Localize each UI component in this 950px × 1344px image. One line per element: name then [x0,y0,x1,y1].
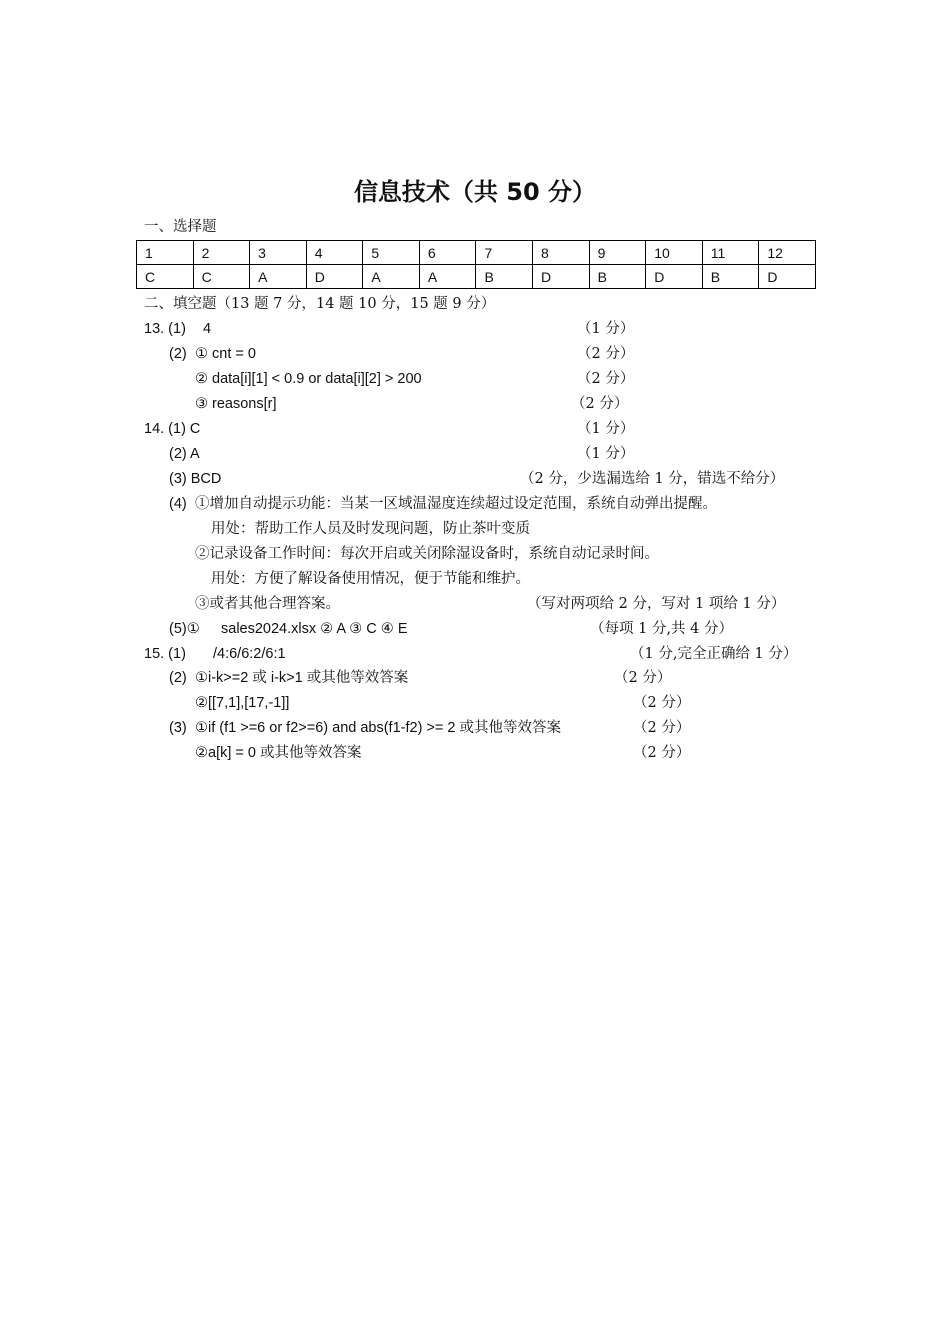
table-cell: 8 [533,241,590,265]
section1-heading: 一、选择题 [144,219,217,235]
score-note: （2 分） [577,346,635,362]
answer-label: 14. (1) C [144,421,201,437]
score-note: （1 分,完全正确给 1 分） [630,646,798,662]
answer-label: 15. (1) [144,646,186,662]
answer-label: (3) BCD [169,471,222,487]
table-cell: 10 [646,241,703,265]
table-row-numbers [137,241,816,265]
score-note: （每项 1 分,共 4 分） [590,621,733,637]
answer-label: (2) [169,346,187,362]
score-note: （2 分） [614,670,672,686]
answer-text: /4:6/6:2/6:1 [213,646,286,662]
table-cell: 11 [702,241,759,265]
answer-text: ②[[7,1],[17,-1]] [195,695,290,711]
table-cell: 9 [589,241,646,265]
table-cell: D [306,265,363,289]
answer-text: ②记录设备工作时间：每次开启或关闭除湿设备时，系统自动记录时间。 [195,546,659,562]
table-cell: 3 [250,241,307,265]
score-note: （2 分） [633,695,691,711]
answer-text: 4 [203,321,212,337]
answer-text: ③或者其他合理答案。 [195,596,340,612]
answer-text: ②a[k] = 0 或其他等效答案 [195,745,362,761]
table-cell: B [702,265,759,289]
table-cell: C [193,265,250,289]
table-cell: 1 [137,241,194,265]
answer-table [136,240,816,289]
answer-label: (5)① [169,621,200,637]
answer-label: (2) [169,670,187,686]
score-note: （1 分） [577,421,635,437]
table-cell: 7 [476,241,533,265]
table-row-answers [137,265,816,289]
answer-text: ①i-k>=2 或 i-k>1 或其他等效答案 [195,670,409,686]
table-cell: C [137,265,194,289]
answer-text: ①if (f1 >=6 or f2>=6) and abs(f1-f2) >= 2 或其他等效答案 [195,720,561,736]
score-note: （2 分） [633,720,691,736]
table-cell: 6 [419,241,476,265]
table-cell: 4 [306,241,363,265]
table-cell: A [363,265,420,289]
score-note: （1 分） [577,321,635,337]
answer-text: 用处：方便了解设备使用情况，便于节能和维护。 [211,571,530,587]
page-title: 信息技术（共 50 分） [353,178,597,206]
answer-label: 13. (1) [144,321,186,337]
answer-text: ③ reasons[r] [195,396,277,412]
score-note: （1 分） [577,446,635,462]
answer-text: 用处：帮助工作人员及时发现问题，防止茶叶变质 [211,521,530,537]
table-cell: D [646,265,703,289]
table-cell: 2 [193,241,250,265]
answer-text: ①增加自动提示功能：当某一区域温湿度连续超过设定范围，系统自动弹出提醒。 [195,496,717,512]
answer-label: (3) [169,720,187,736]
table-cell: B [589,265,646,289]
answer-label: (4) [169,496,187,512]
score-note: （2 分，少选漏选给 1 分，错选不给分） [520,471,785,487]
score-note: （写对两项给 2 分，写对 1 项给 1 分） [527,596,786,612]
table-cell: A [419,265,476,289]
answer-text: ① cnt = 0 [195,346,256,362]
answer-text: ② data[i][1] < 0.9 or data[i][2] > 200 [195,371,422,387]
table-cell: 12 [759,241,816,265]
table-cell: D [533,265,590,289]
score-note: （2 分） [633,745,691,761]
score-note: （2 分） [577,371,635,387]
score-note: （2 分） [571,396,629,412]
table-cell: 5 [363,241,420,265]
table-cell: A [250,265,307,289]
answer-label: (2) A [169,446,200,462]
answer-text: sales2024.xlsx ② A ③ C ④ E [221,621,408,637]
table-cell: D [759,265,816,289]
section2-heading: 二、填空题（13 题 7 分，14 题 10 分，15 题 9 分） [144,296,496,312]
table-cell: B [476,265,533,289]
